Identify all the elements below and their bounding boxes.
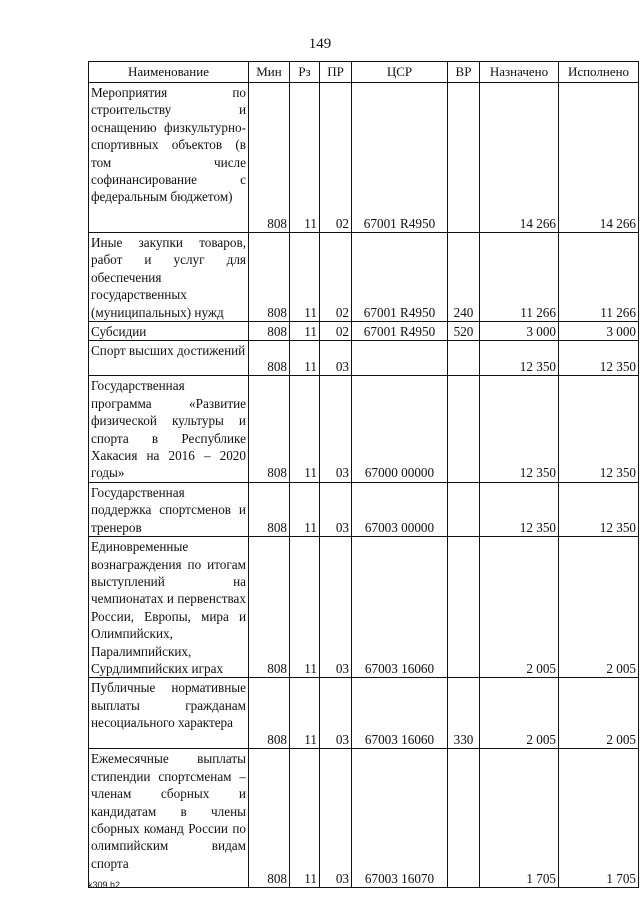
- row-executed: 11 266: [559, 233, 639, 322]
- budget-table: [88, 61, 639, 888]
- row-pr: 03: [320, 341, 352, 376]
- row-vr: [448, 376, 480, 482]
- row-name: Ежемесячные выплаты стипендии спортсменам – членам сборных и кандидатам в члены сборных команд России по олимпийским видам спорта: [89, 749, 249, 888]
- row-name: Единовременные вознаграждения по итогам выступлений на чемпионатах и первенствах России, Европы, мира и Олимпийских, Паралимпийских, Сурдлимпийских играх: [89, 537, 249, 678]
- row-executed: 2 005: [559, 678, 639, 749]
- row-min: 808: [249, 376, 290, 482]
- row-assigned: 14 266: [480, 83, 559, 233]
- table-body: [89, 83, 639, 888]
- table-row: [89, 376, 639, 482]
- row-name: Государственная программа «Развитие физической культуры и спорта в Республике Хакасия на 2016 – 2020 годы»: [89, 376, 249, 482]
- table-row: [89, 749, 639, 888]
- row-csr: 67000 00000: [352, 376, 448, 482]
- row-pr: 03: [320, 678, 352, 749]
- page-number: 149: [308, 36, 332, 52]
- row-vr: [448, 749, 480, 888]
- row-vr: [448, 537, 480, 678]
- row-assigned: 2 005: [480, 678, 559, 749]
- table-row: [89, 233, 639, 322]
- row-executed: 1 705: [559, 749, 639, 888]
- table-row: [89, 341, 639, 376]
- row-rz: 11: [290, 322, 320, 341]
- row-csr: 67001 R4950: [352, 322, 448, 341]
- row-pr: 03: [320, 376, 352, 482]
- row-rz: 11: [290, 83, 320, 233]
- row-csr: 67003 16070: [352, 749, 448, 888]
- row-executed: 14 266: [559, 83, 639, 233]
- row-csr: [352, 341, 448, 376]
- row-name: Государственная поддержка спортсменов и тренеров: [89, 482, 249, 536]
- row-name: Спорт высших достижений: [89, 341, 249, 376]
- table-row: [89, 678, 639, 749]
- header-pr: ПР: [320, 62, 352, 83]
- row-executed: 2 005: [559, 537, 639, 678]
- row-rz: 11: [290, 376, 320, 482]
- header-rz: Рз: [290, 62, 320, 83]
- row-rz: 11: [290, 678, 320, 749]
- row-vr: [448, 83, 480, 233]
- row-pr: 02: [320, 233, 352, 322]
- header-assigned: Назначено: [480, 62, 559, 83]
- row-csr: 67003 16060: [352, 678, 448, 749]
- row-csr: 67001 R4950: [352, 233, 448, 322]
- header-name: Наименование: [89, 62, 249, 83]
- row-min: 808: [249, 482, 290, 536]
- table-row: [89, 83, 639, 233]
- table-row: [89, 322, 639, 341]
- row-min: 808: [249, 678, 290, 749]
- row-pr: 02: [320, 322, 352, 341]
- row-assigned: 3 000: [480, 322, 559, 341]
- row-rz: 11: [290, 749, 320, 888]
- table-row: [89, 537, 639, 678]
- row-csr: 67003 16060: [352, 537, 448, 678]
- row-assigned: 2 005: [480, 537, 559, 678]
- row-executed: 12 350: [559, 341, 639, 376]
- row-name: Публичные нормативные выплаты гражданам несоциального характера: [89, 678, 249, 749]
- row-pr: 03: [320, 482, 352, 536]
- row-min: 808: [249, 341, 290, 376]
- header-csr: ЦСР: [352, 62, 448, 83]
- row-vr: 520: [448, 322, 480, 341]
- row-min: 808: [249, 537, 290, 678]
- row-executed: 12 350: [559, 482, 639, 536]
- row-assigned: 12 350: [480, 482, 559, 536]
- row-name: Субсидии: [89, 322, 249, 341]
- row-min: 808: [249, 322, 290, 341]
- header-vr: ВР: [448, 62, 480, 83]
- header-min: Мин: [249, 62, 290, 83]
- row-vr: 240: [448, 233, 480, 322]
- row-rz: 11: [290, 482, 320, 536]
- footer-code: k309.h2: [88, 880, 121, 890]
- row-min: 808: [249, 749, 290, 888]
- row-vr: 330: [448, 678, 480, 749]
- row-pr: 02: [320, 83, 352, 233]
- row-min: 808: [249, 83, 290, 233]
- row-rz: 11: [290, 537, 320, 678]
- table-header-row: [89, 62, 639, 83]
- row-pr: 03: [320, 749, 352, 888]
- row-assigned: 1 705: [480, 749, 559, 888]
- row-name: Мероприятия по строительству и оснащению физкультурно-спортивных объектов (в том числе софинансирование с федеральным бюджетом): [89, 83, 249, 233]
- row-assigned: 11 266: [480, 233, 559, 322]
- row-csr: 67003 00000: [352, 482, 448, 536]
- row-rz: 11: [290, 341, 320, 376]
- row-csr: 67001 R4950: [352, 83, 448, 233]
- row-executed: 3 000: [559, 322, 639, 341]
- row-min: 808: [249, 233, 290, 322]
- table-row: [89, 482, 639, 536]
- row-assigned: 12 350: [480, 376, 559, 482]
- header-executed: Исполнено: [559, 62, 639, 83]
- row-name: Иные закупки товаров, работ и услуг для обеспечения государственных (муниципальных) нужд: [89, 233, 249, 322]
- row-vr: [448, 482, 480, 536]
- row-assigned: 12 350: [480, 341, 559, 376]
- row-rz: 11: [290, 233, 320, 322]
- row-vr: [448, 341, 480, 376]
- row-executed: 12 350: [559, 376, 639, 482]
- row-pr: 03: [320, 537, 352, 678]
